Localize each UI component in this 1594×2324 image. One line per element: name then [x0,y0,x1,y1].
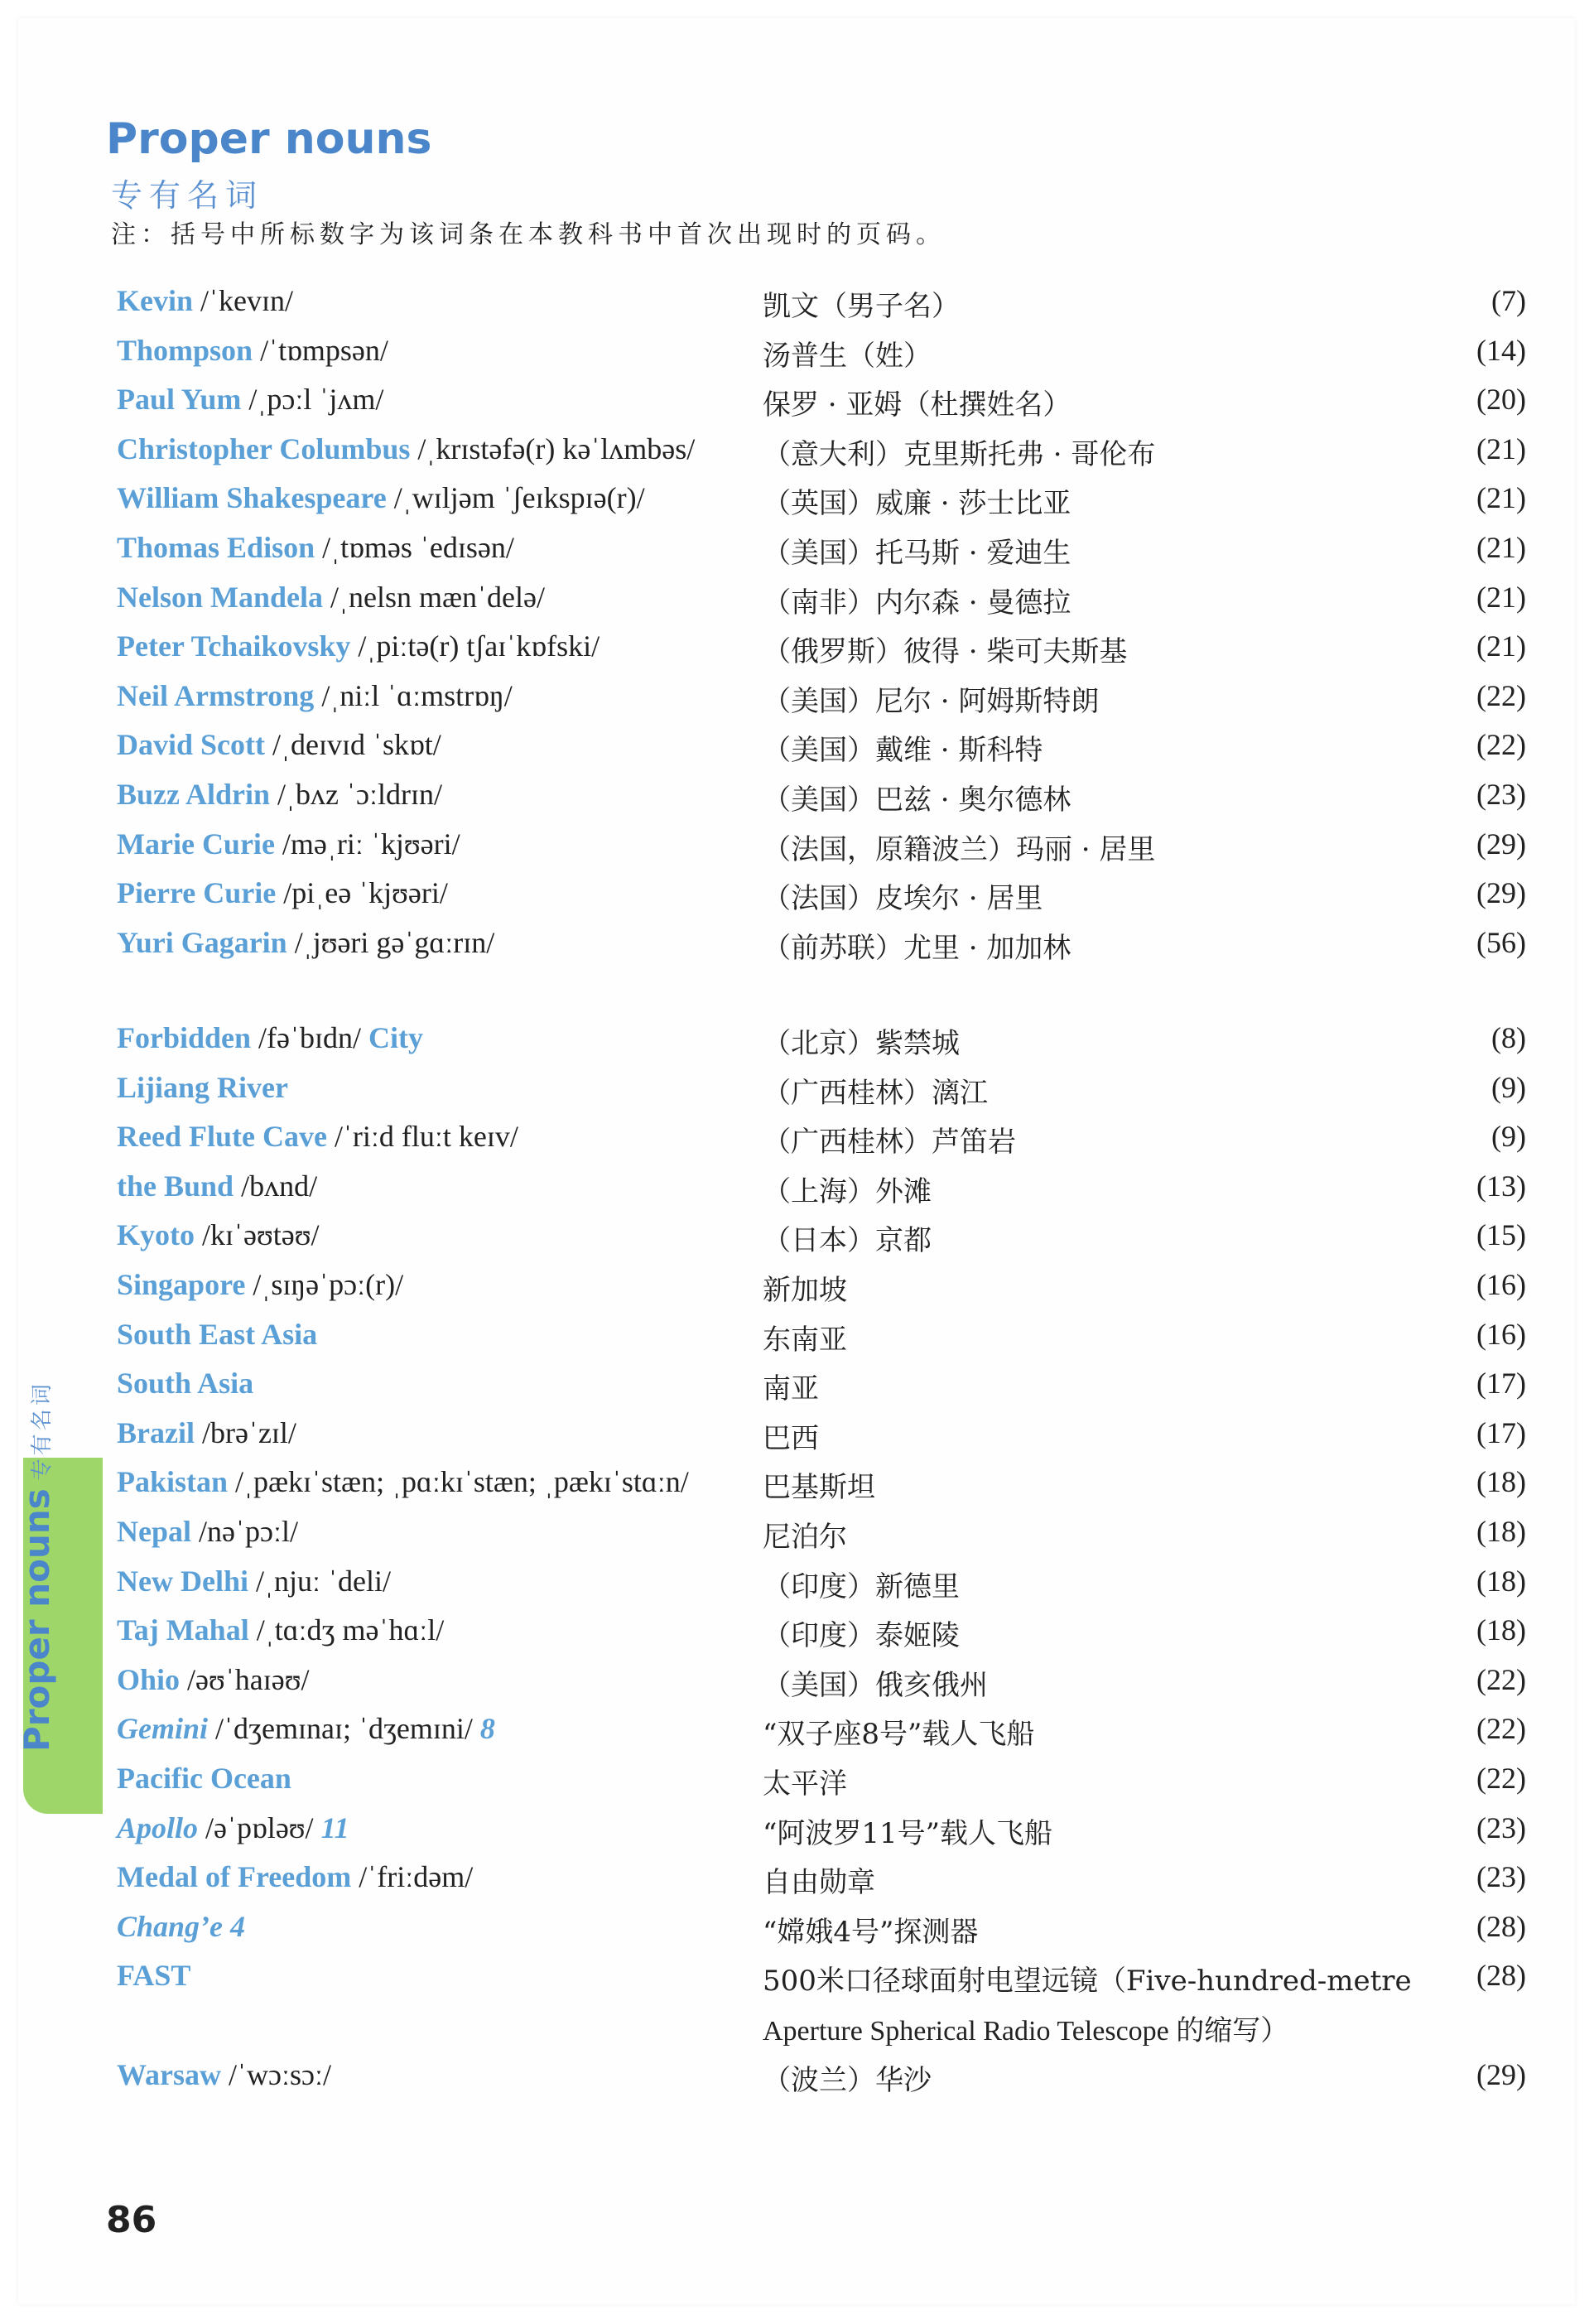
side-tab-label-cn: 专有名词 [30,1381,55,1481]
entry-page-ref: (17) [1476,1367,1526,1401]
entry-translation: （美国）戴维 · 斯科特 [763,734,1043,768]
entry-name: Forbidden [117,1021,252,1054]
entry-translation: 凯文（男子名） [763,290,960,323]
glossary-entry [0,827,1594,873]
entry-term [117,382,383,417]
entry-translation: （波兰）华沙 [763,2064,932,2097]
side-tab-label-en: Proper nouns [17,1488,57,1752]
glossary-entry [0,1020,1594,1067]
entry-pronunciation: /ˌnjuː ˈdeli/ [248,1564,391,1598]
entry-name: the Bund [117,1169,234,1203]
entry-pronunciation: /bʌnd/ [234,1169,318,1203]
entry-page-ref: (21) [1476,481,1526,515]
entry-term [117,727,441,762]
entry-term [117,1662,309,1697]
glossary-entry [0,283,1594,330]
entry-name: Chang’e 4 [117,1909,246,1943]
entry-translation: （南非）内尔森 · 曼德拉 [763,586,1071,620]
entry-term [117,1564,391,1598]
entry-term [117,1070,288,1105]
entry-pronunciation: /ˌnelsn mænˈdelə/ [323,580,545,614]
entry-term [117,1169,317,1203]
entry-page-ref: (15) [1476,1218,1526,1252]
entry-name-suffix: City [368,1021,424,1054]
entry-name: Yuri Gagarin [117,925,287,959]
entry-translation: （前苏联）尤里 · 加加林 [763,931,1071,965]
entry-name: Paul Yum [117,383,242,417]
entry-page-ref: (9) [1491,1070,1526,1104]
entry-pronunciation: /ˌwɪljəm ˈʃeɪkspɪə(r)/ [386,481,645,515]
entry-term [117,530,514,565]
entry-translation: 巴基斯坦 [763,1471,875,1505]
entry-translation: “双子座8号”载人飞船 [763,1718,1035,1752]
entry-term [117,1366,253,1401]
entry-name: Pierre Curie [117,876,277,910]
entry-term [117,1859,473,1894]
entry-translation: （法国）皮埃尔 · 居里 [763,882,1043,916]
entry-translation: （美国）俄亥俄州 [763,1668,988,1702]
entry-term [117,678,513,713]
entry-term [117,1514,298,1549]
entry-page-ref: (29) [1476,2058,1526,2091]
entry-page-ref: (28) [1476,1909,1526,1943]
entry-term [117,1119,518,1154]
entry-pronunciation: /fəˈbɪdn/ [251,1021,369,1054]
entry-pronunciation: /ˌbʌz ˈɔːldrɪn/ [270,778,442,811]
entry-page-ref: (20) [1476,383,1526,417]
entry-term [117,925,494,960]
glossary-entry [0,530,1594,576]
entry-pronunciation: /ˌpækɪˈstæn; ˌpɑːkɪˈstæn; ˌpækɪˈstɑːn/ [228,1465,689,1499]
entry-page-ref: (29) [1476,827,1526,861]
entry-name: Thomas Edison [117,531,315,564]
entry-page-ref: (21) [1476,629,1526,663]
entry-pronunciation: /ˈkevɪn/ [193,284,293,317]
entry-term [117,629,600,663]
entry-translation: （意大利）克里斯托弗 · 哥伦布 [763,437,1156,471]
entry-translation: （美国）巴兹 · 奥尔德林 [763,784,1071,817]
entry-term [117,1711,495,1746]
glossary-entry [0,925,1594,972]
entry-term [117,1020,423,1055]
entry-name: South East Asia [117,1317,318,1351]
glossary-entry [0,1514,1594,1560]
entry-pronunciation: /ˌsɪŋəˈpɔː(r)/ [245,1268,404,1301]
entry-pronunciation: /ˌtɑːdʒ məˈhɑːl/ [248,1613,445,1647]
entry-page-ref: (29) [1476,876,1526,910]
entry-page-ref: (22) [1476,1762,1526,1795]
entry-pronunciation: /ˈfriːdəm/ [351,1860,474,1894]
entry-page-ref: (22) [1476,1662,1526,1696]
entry-pronunciation: /nəˈpɔːl/ [191,1515,298,1548]
glossary-entry [0,2057,1594,2104]
glossary-entry [0,1564,1594,1610]
entry-name: Pakistan [117,1465,229,1499]
entry-pronunciation: /ˈwɔːsɔː/ [221,2058,331,2091]
entry-pronunciation: /ˌpɔːl ˈjʌm/ [241,383,384,417]
entry-page-ref: (18) [1476,1564,1526,1598]
entry-pronunciation: /əˈpɒləʊ/ [198,1811,321,1844]
entry-translation: （日本）京都 [763,1224,932,1258]
entry-name: Kevin [117,284,194,317]
glossary-entry [0,1464,1594,1511]
entry-page-ref: (23) [1476,1860,1526,1894]
entry-page-ref: (23) [1476,1811,1526,1844]
entry-pronunciation: /ˌjʊəri gəˈgɑːrɪn/ [287,925,495,959]
entry-name: Peter Tchaikovsky [117,629,351,663]
glossary-entry [0,480,1594,527]
entry-term [117,1415,296,1450]
entry-translation: （印度）新德里 [763,1569,960,1603]
entry-page-ref: (56) [1476,925,1526,959]
entry-page-ref: (8) [1491,1021,1526,1054]
entry-page-ref: (16) [1476,1317,1526,1351]
entry-term [117,1909,245,1944]
glossary-entry [0,1859,1594,1906]
glossary-entry [0,1613,1594,1659]
entry-page-ref: (22) [1476,728,1526,762]
entry-term [117,827,460,861]
entry-translation: （英国）威廉 · 莎士比亚 [763,487,1071,521]
entry-pronunciation: /ˌkrɪstəfə(r) kəˈlʌmbəs/ [410,432,696,465]
glossary-entry [0,1415,1594,1462]
entry-pronunciation: /ˈtɒmpsən/ [253,333,388,367]
entry-page-ref: (22) [1476,1712,1526,1746]
entry-pronunciation: /kɪˈəʊtəʊ/ [195,1218,320,1252]
entry-term [117,1613,444,1647]
entry-translation: 汤普生（姓） [763,339,932,373]
entry-page-ref: (18) [1476,1613,1526,1647]
entry-pronunciation: /ˌniːl ˈɑːmstrɒŋ/ [314,678,513,712]
entry-name: Taj Mahal [117,1613,249,1647]
glossary-entry [0,333,1594,379]
entry-name: Christopher Columbus [117,432,411,465]
entry-name: Lijiang River [117,1070,288,1104]
entry-name: William Shakespeare [117,481,387,515]
entry-term [117,1267,403,1302]
entry-translation-cont: Aperture Spherical Radio Telescope 的缩写） [763,2016,1289,2047]
entry-term [117,2057,331,2092]
entry-translation: （法国，原籍波兰）玛丽 · 居里 [763,832,1156,866]
entry-pronunciation: /ˌpiːtə(r) tʃaɪˈkɒfski/ [350,629,600,663]
glossary-entry [0,1909,1594,1955]
entry-translation: “阿波罗11号”载人飞船 [763,1816,1053,1850]
entry-page-ref: (7) [1491,284,1526,317]
entry-translation: （广西桂林）芦笛岩 [763,1126,1016,1160]
glossary-entry [0,432,1594,478]
entry-translation: “嫦娥4号”探测器 [763,1915,979,1949]
entry-page-ref: (28) [1476,1959,1526,1993]
entry-name: Buzz Aldrin [117,778,271,811]
entry-page-ref: (21) [1476,531,1526,564]
entry-pronunciation: /piˌeə ˈkjʊəri/ [276,876,448,910]
entry-translation: 尼泊尔 [763,1521,847,1554]
entry-term [117,777,442,812]
entry-term [117,1761,291,1796]
entry-name: Apollo [117,1811,199,1844]
entry-name: Thompson [117,333,253,367]
glossary-entry [0,629,1594,675]
entry-name: Medal of Freedom [117,1860,352,1894]
entry-name: Warsaw [117,2058,221,2091]
entry-name: Pacific Ocean [117,1762,291,1795]
entry-page-ref: (22) [1476,678,1526,712]
entry-name: Brazil [117,1415,195,1449]
entry-name-suffix: 11 [320,1811,349,1844]
entry-translation: （北京）紫禁城 [763,1027,960,1060]
entry-pronunciation: /ˌdeɪvɪd ˈskɒt/ [265,728,441,762]
entry-term [117,1217,319,1252]
entry-translation: （美国）尼尔 · 阿姆斯特朗 [763,684,1100,718]
entry-term [117,1464,689,1499]
glossary-entry [0,1317,1594,1363]
entry-pronunciation: /əʊˈhaɪəʊ/ [180,1662,310,1696]
glossary-entry [0,727,1594,774]
entry-name: New Delhi [117,1564,248,1598]
entry-name: Gemini [117,1712,209,1746]
glossary-entry [0,580,1594,626]
entry-name: Singapore [117,1268,246,1301]
entry-page-ref: (17) [1476,1415,1526,1449]
glossary-entry [0,382,1594,428]
entry-pronunciation: /məˌriː ˈkjʊəri/ [274,827,460,861]
glossary-entry [0,1761,1594,1807]
entry-term [117,480,645,515]
entry-name: Neil Armstrong [117,678,315,712]
glossary-entry [0,1169,1594,1215]
page-note: 注：括号中所标数字为该词条在本教科书中首次出现时的页码。 [111,220,946,249]
entry-name: Nepal [117,1515,191,1548]
glossary-entry [0,678,1594,725]
glossary-entry [0,1662,1594,1709]
page-subtitle: 专有名词 [111,177,264,214]
entry-pronunciation: /ˈdʒemɪnaɪ; ˈdʒemɪni/ [208,1712,480,1746]
entry-name: Reed Flute Cave [117,1120,327,1154]
entry-term [117,580,545,615]
entry-translation: 南亚 [763,1372,819,1406]
entry-translation: 巴西 [763,1421,819,1455]
entry-translation: （上海）外滩 [763,1174,932,1208]
glossary-entry [0,1958,1594,2047]
entry-translation: 东南亚 [763,1323,847,1357]
entry-name-suffix: 8 [479,1712,495,1746]
entry-translation: 500米口径球面射电望远镜（Five-hundred-metre [763,1965,1412,1999]
entry-translation: 新加坡 [763,1274,847,1307]
glossary-entry [0,1366,1594,1412]
entry-term [117,1317,317,1352]
entry-page-ref: (21) [1476,580,1526,614]
entry-term [117,283,293,318]
entry-pronunciation: /ˈriːd fluːt keɪv/ [326,1120,518,1154]
glossary-entry [0,777,1594,823]
glossary-entry [0,1217,1594,1264]
entry-term [117,432,695,466]
glossary-entry [0,1811,1594,1857]
entry-name: FAST [117,1959,191,1993]
entry-name: Marie Curie [117,827,275,861]
entry-term [117,1811,349,1845]
entry-translation: （俄罗斯）彼得 · 柴可夫斯基 [763,635,1128,669]
entry-page-ref: (23) [1476,778,1526,811]
page-number: 86 [106,2199,157,2241]
glossary-entry [0,1119,1594,1165]
entry-translation: （美国）托马斯 · 爱迪生 [763,537,1071,570]
entry-page-ref: (9) [1491,1120,1526,1154]
entry-name: Kyoto [117,1218,195,1252]
entry-name: South Asia [117,1367,254,1401]
page-title: Proper nouns [106,114,432,164]
entry-name: David Scott [117,728,265,762]
entry-translation: 自由勋章 [763,1866,875,1900]
entry-term [117,333,388,368]
side-tab-label [17,1381,57,1752]
entry-translation: 太平洋 [763,1767,847,1801]
entry-page-ref: (13) [1476,1169,1526,1203]
glossary-entry [0,875,1594,922]
glossary-entry [0,1267,1594,1314]
entry-translation: （广西桂林）漓江 [763,1076,988,1110]
entry-page-ref: (21) [1476,432,1526,465]
glossary-entry [0,1711,1594,1757]
entry-page-ref: (14) [1476,333,1526,367]
entry-translation: （印度）泰姬陵 [763,1619,960,1653]
entry-pronunciation: /brəˈzɪl/ [194,1415,296,1449]
entry-term [117,1958,190,1993]
entry-pronunciation: /ˌtɒməs ˈedɪsən/ [315,531,514,564]
glossary-entry [0,1070,1594,1116]
entry-page-ref: (18) [1476,1465,1526,1499]
entry-page-ref: (18) [1476,1515,1526,1548]
entry-term [117,875,448,910]
entry-page-ref: (16) [1476,1268,1526,1301]
entry-name: Ohio [117,1662,181,1696]
entry-name: Nelson Mandela [117,580,324,614]
entry-translation: 保罗 · 亚姆（杜撰姓名） [763,388,1071,422]
